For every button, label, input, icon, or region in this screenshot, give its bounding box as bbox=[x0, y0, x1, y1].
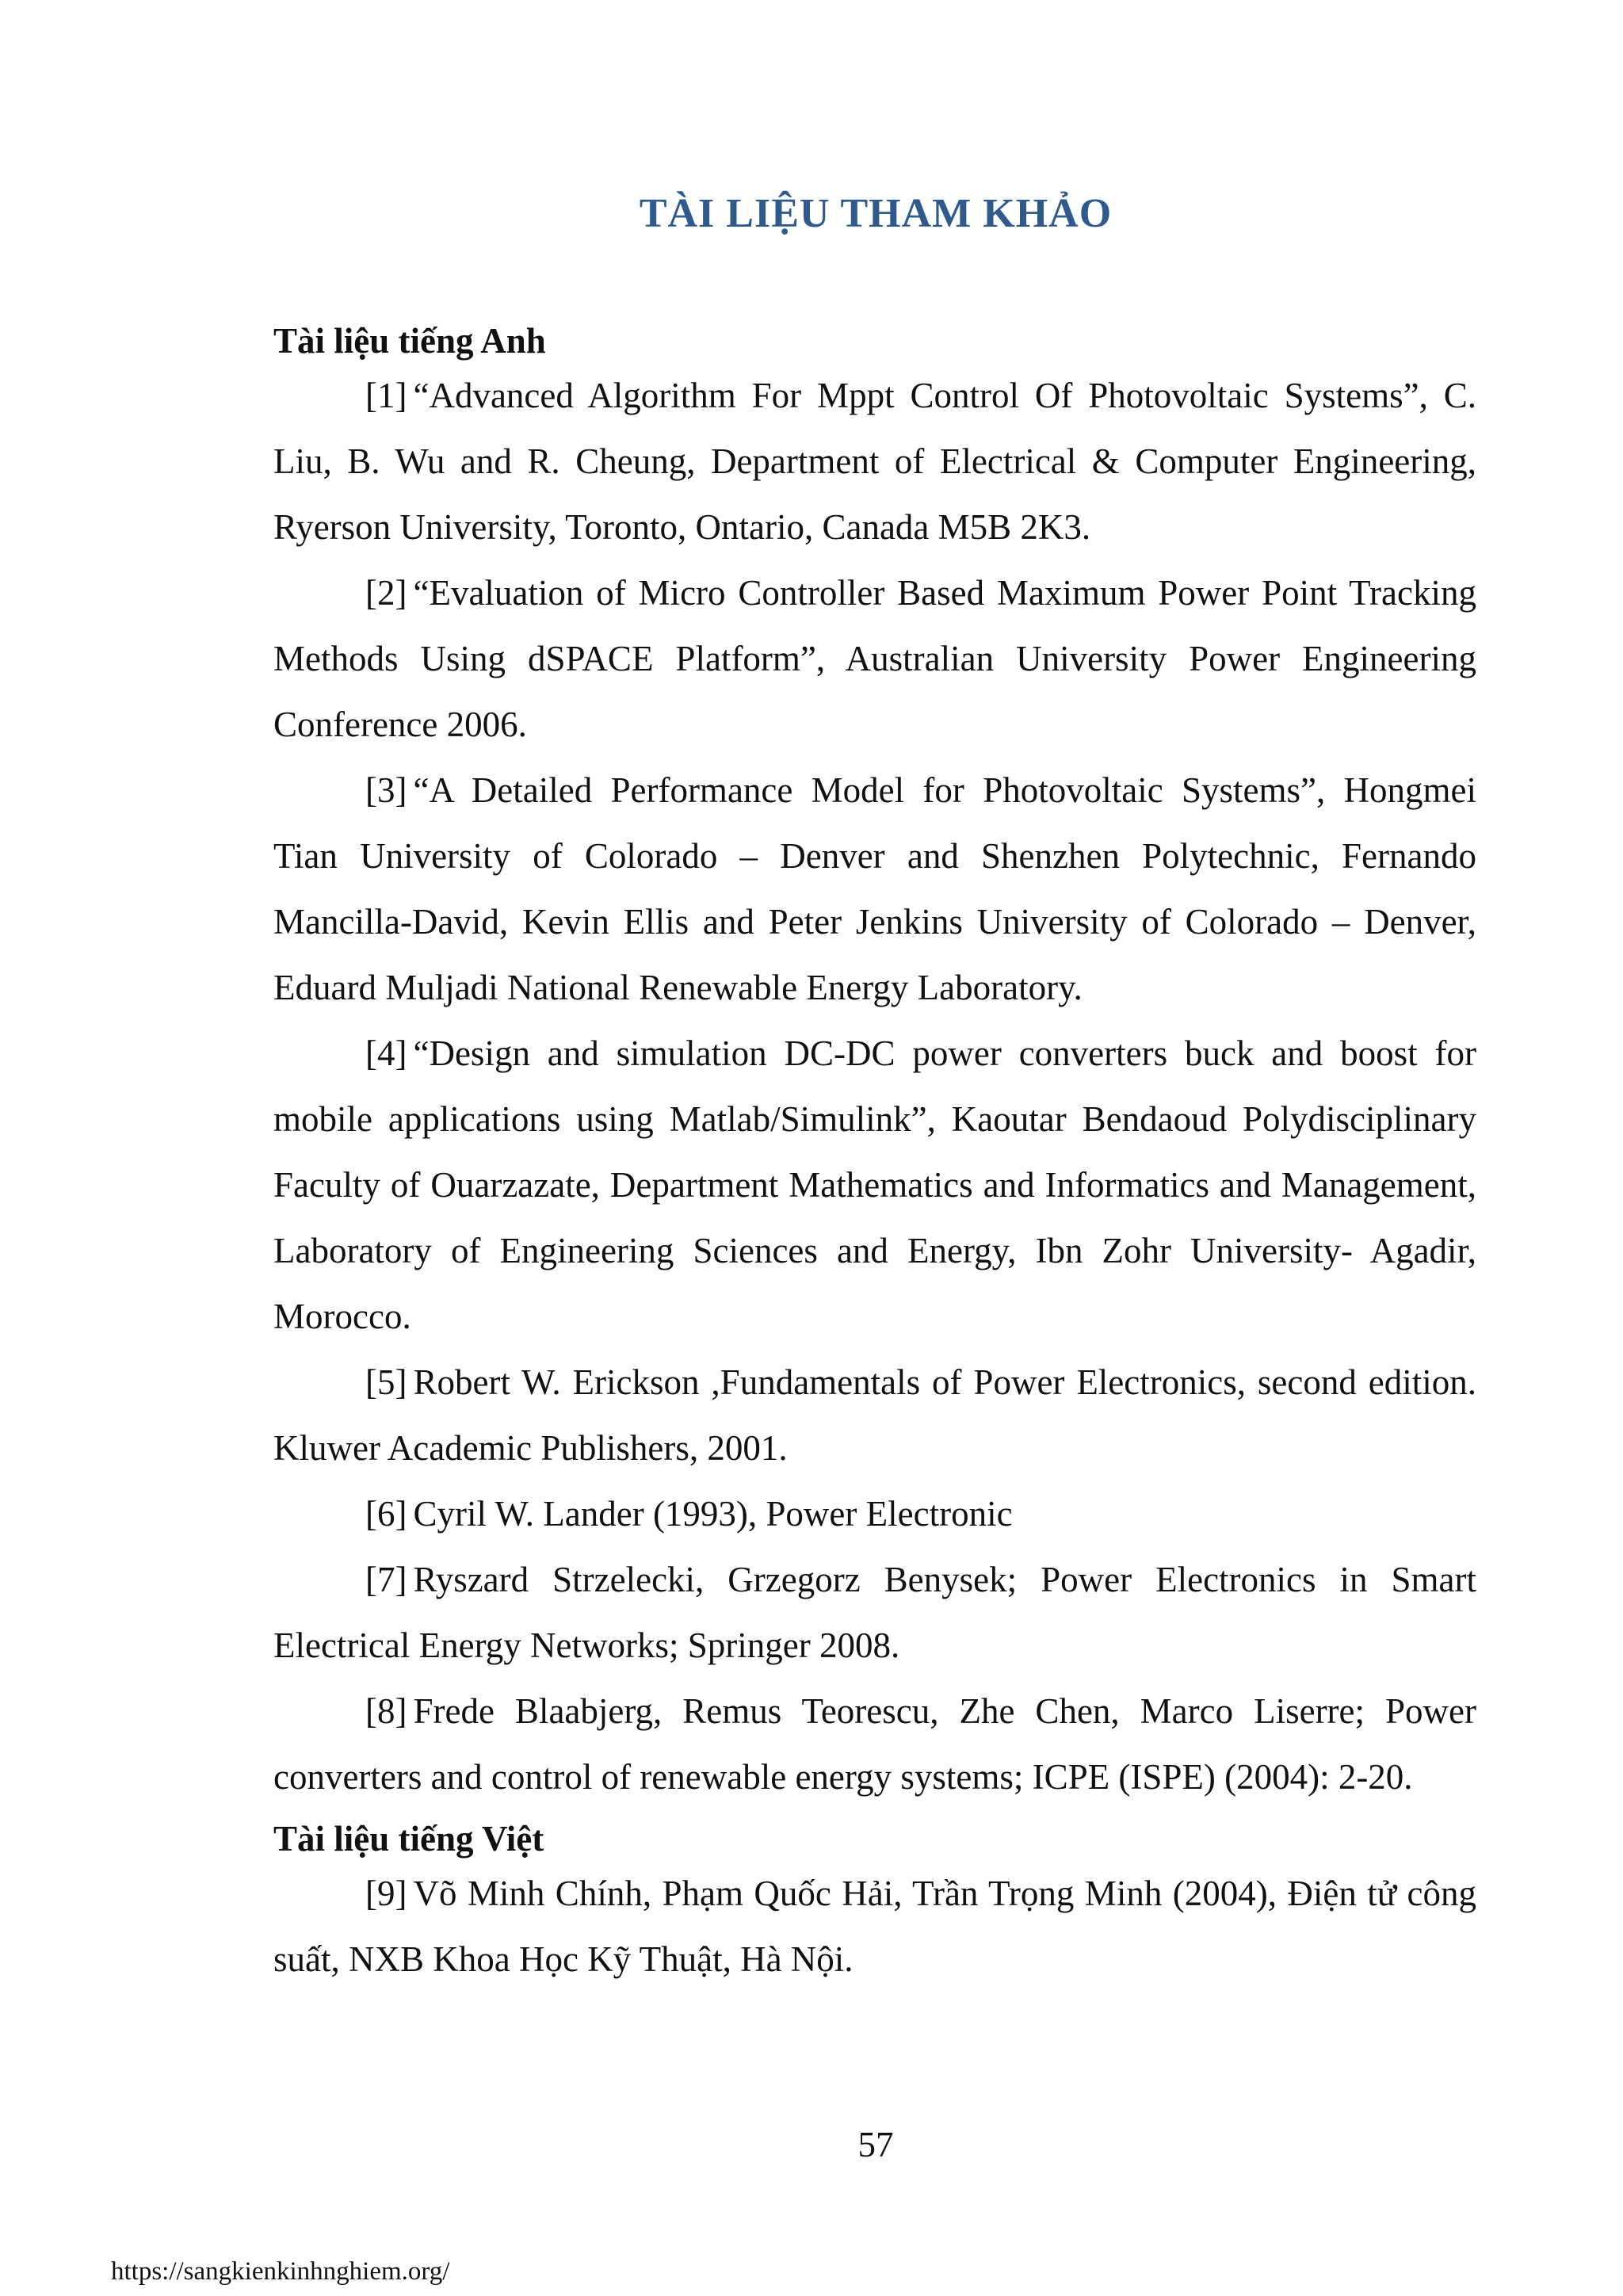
reference-text: “Evaluation of Micro Controller Based Maximum Power Point Tracking Methods Using dSPACE Platform”, Australian University Power Engineering Conference 2006. bbox=[273, 573, 1476, 744]
reference-text: Võ Minh Chính, Phạm Quốc Hải, Trần Trọng Minh (2004), Điện tử công suất, NXB Khoa Học Kỹ Thuật, Hà Nội. bbox=[273, 1874, 1476, 1979]
reference-text: Cyril W. Lander (1993), Power Electronic bbox=[413, 1494, 1013, 1534]
reference-item bbox=[273, 1481, 1476, 1547]
reference-number: [7] bbox=[365, 1560, 407, 1599]
reference-item bbox=[273, 363, 1476, 560]
footer-url: https://sangkienkinhnghiem.org/ bbox=[111, 2257, 450, 2286]
reference-number: [1] bbox=[365, 376, 407, 415]
section-heading-english: Tài liệu tiếng Anh bbox=[273, 321, 546, 361]
reference-number: [4] bbox=[365, 1033, 407, 1073]
reference-item bbox=[273, 758, 1476, 1021]
reference-number: [3] bbox=[365, 770, 407, 810]
reference-item bbox=[273, 1861, 1476, 1992]
reference-item bbox=[273, 1350, 1476, 1481]
reference-item bbox=[273, 560, 1476, 758]
page-title: TÀI LIỆU THAM KHẢO bbox=[639, 191, 1113, 236]
reference-number: [9] bbox=[365, 1874, 407, 1913]
section-heading-vietnamese: Tài liệu tiếng Việt bbox=[273, 1819, 544, 1859]
reference-text: Robert W. Erickson ,Fundamentals of Power Electronics, second edition. Kluwer Academic Publishers, 2001. bbox=[273, 1362, 1476, 1468]
reference-number: [8] bbox=[365, 1691, 407, 1731]
reference-text: Ryszard Strzelecki, Grzegorz Benysek; Power Electronics in Smart Electrical Energy Networks; Springer 2008. bbox=[273, 1560, 1476, 1665]
references-body bbox=[273, 319, 1476, 1992]
reference-number: [6] bbox=[365, 1494, 407, 1534]
reference-item bbox=[273, 1021, 1476, 1350]
reference-text: “Design and simulation DC-DC power converters buck and boost for mobile applications using Matlab/Simulink”, Kaoutar Bendaoud Polydisciplinary Faculty of Ouarzazate, Department Mathematics and Informatics and Management, Laboratory of Engineering Sciences and Energy, Ibn Zohr University- Agadir, Morocco. bbox=[273, 1033, 1476, 1336]
reference-text: “A Detailed Performance Model for Photovoltaic Systems”, Hongmei Tian University of Colorado – Denver and Shenzhen Polytechnic, Fernando Mancilla-David, Kevin Ellis and Peter Jenkins University of Colorado – Denver, Eduard Muljadi National Renewable Energy Laboratory. bbox=[273, 770, 1476, 1007]
reference-item bbox=[273, 1679, 1476, 1810]
page-number: 57 bbox=[857, 2125, 894, 2164]
reference-text: Frede Blaabjerg, Remus Teorescu, Zhe Chen, Marco Liserre; Power converters and control of renewable energy systems; ICPE (ISPE) (2004): 2-20. bbox=[273, 1691, 1476, 1797]
reference-number: [5] bbox=[365, 1362, 407, 1402]
reference-item bbox=[273, 1547, 1476, 1679]
reference-text: “Advanced Algorithm For Mppt Control Of Photovoltaic Systems”, C. Liu, B. Wu and R. Cheung, Department of Electrical & Computer Engineering, Ryerson University, Toronto, Ontario, Canada M5B 2K3. bbox=[273, 376, 1476, 547]
reference-number: [2] bbox=[365, 573, 407, 613]
